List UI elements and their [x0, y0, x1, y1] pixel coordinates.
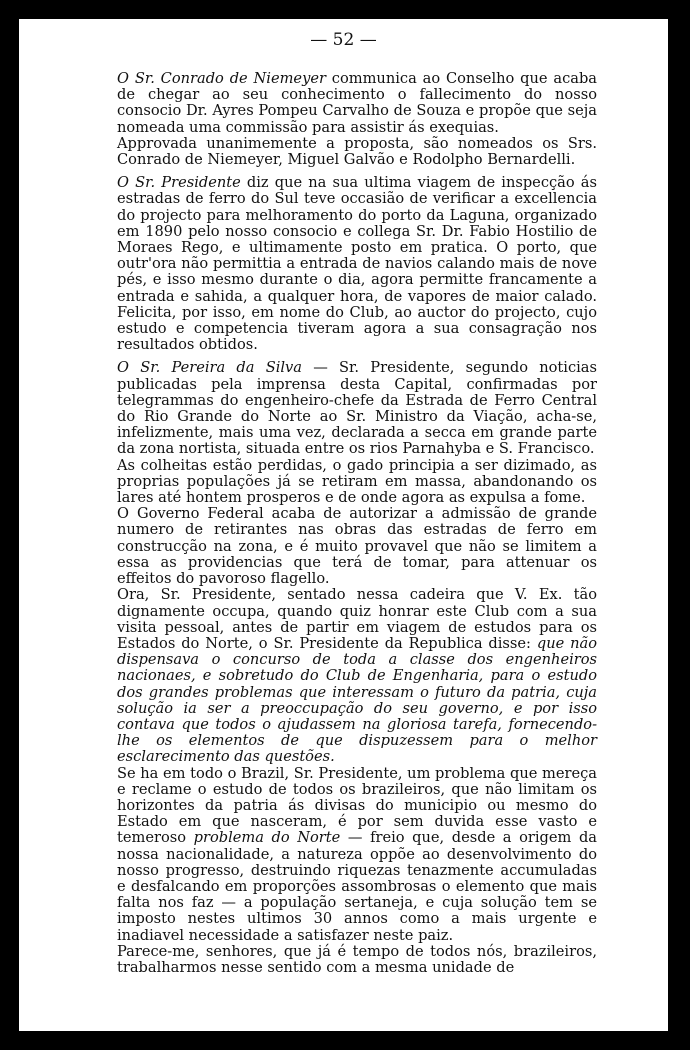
speaker-name: O Sr. Conrado de Niemeyer [117, 70, 326, 87]
paragraph-colheitas: As colheitas estão perdidas, o gado principia a ser dizimado, as proprias populações já se retiram em massa, abandonando os lares até hontem prosperos e de onde agora as expulsa a fome. [117, 456, 597, 507]
document-body [89, 71, 597, 976]
page-number: — 52 — [310, 30, 377, 50]
quote: que não dispensava o concurso de toda a classe dos engenheiros nacionaes, e sobretudo do Club de Engenharia, para o estudo dos grandes problemas que interessam o futuro da patria, cuja solução ia ser a preoccupação do seu governo, e por isso contava que todos o ajudassem na gloriosa tarefa, fornecendo-lhe os elementos de que dispuzessem para o melhor esclarecimento das questões. [117, 634, 598, 766]
paragraph-approval: Approvada unanimemente a proposta, são nomeados os Srs. Conrado de Niemeyer, Miguel Galvão e Rodolpho Bernardelli. [117, 134, 597, 169]
paragraph-niemeyer: O Sr. Conrado de Niemeyer communica ao Conselho que acaba de chegar ao seu conhecimento o fallecimento do nosso consocio Dr. Ayres Pompeu Carvalho de Souza e propõe que seja nomeada uma commissão para assistir ás exequias. [117, 70, 597, 136]
paragraph-problema-do-norte: Se ha em todo o Brazil, Sr. Presidente, um problema que mereça e reclame o estudo de todos os brazileiros, que não limitam os horizontes da patria ás divisas do municipio ou mesmo do Estado em que nasceram, é por sem duvida esse vasto e temeroso problema do Norte — freio que, desde a origem da nossa nacionalidade, a natureza oppõe ao desenvolvimento do nosso progresso, destruindo riquezas tenazmente accumuladas e desfalcando em proporções assombrosas o elemento que mais falta nos faz — a população sertaneja, e cuja solução tem se imposto nestes ultimos 30 annos como a mais urgente e inadiavel necessidade a satisfazer neste paiz. [117, 764, 597, 944]
paragraph-pereira-da-silva: O Sr. Pereira da Silva — Sr. Presidente, segundo noticias publicadas pela imprensa desta Capital, confirmadas por telegrammas do engenheiro-chefe da Estrada de Ferro Central do Rio Grande do Norte ao Sr. Ministro da Viação, acha-se, infelizmente, mais uma vez, declarada a secca em grande parte da zona nortista, situada entre os rios Parnahyba e S. Francisco. [117, 359, 597, 458]
paragraph-governo: O Governo Federal acaba de autorizar a admissão de grande numero de retirantes nas obras das estradas de ferro em construcção na zona, e é muito provavel que não se limitem a essa as providencias que terá de tomar, para attenuar os effeitos do pavoroso flagello. [117, 505, 597, 588]
speaker-name: O Sr. Presidente [117, 174, 241, 192]
emphasis: problema do Norte [193, 829, 341, 847]
speaker-name: O Sr. Pereira da Silva [117, 359, 302, 377]
paragraph-ora: Ora, Sr. Presidente, sentado nessa cadeira que V. Ex. tão dignamente occupa, quando quiz honrar este Club com a sua visita pessoal, antes de partir em viagem de estudos para os Estados do Norte, o Sr. Presidente da Republica disse: que não dispensava o concurso de toda a classe dos engenheiros nacionaes, e sobretudo do Club de Engenharia, para o estudo dos grandes problemas que interessam o futuro da patria, cuja solução ia ser a preoccupação do seu governo, e por isso contava que todos o ajudassem na gloriosa tarefa, fornecendo-lhe os elementos de que dispuzessem para o melhor esclarecimento das questões. [117, 586, 598, 766]
document-page [19, 19, 668, 1031]
paragraph-parece-me: Parece-me, senhores, que já é tempo de todos nós, brazileiros, trabalharmos nesse sentido com a mesma unidade de [117, 942, 597, 976]
paragraph-presidente: O Sr. Presidente diz que na sua ultima viagem de inspecção ás estradas de ferro do Sul teve occasião de verificar a excellencia do projecto para melhoramento do porto da Laguna, organizado em 1890 pelo nosso consocio e collega Sr. Dr. Fabio Hostilio de Moraes Rego, e ultimamente posto em pratica. O porto, que outr'ora não permittia a entrada de navios calando mais de nove pés, e isso mesmo durante o dia, agora permitte francamente a entrada e sahida, a qualquer hora, de vapores de maior calado. Felicita, por isso, em nome do Club, ao auctor do projecto, cujo estudo e competencia tiveram agora a sua consagração nos resultados obtidos. [117, 174, 597, 354]
